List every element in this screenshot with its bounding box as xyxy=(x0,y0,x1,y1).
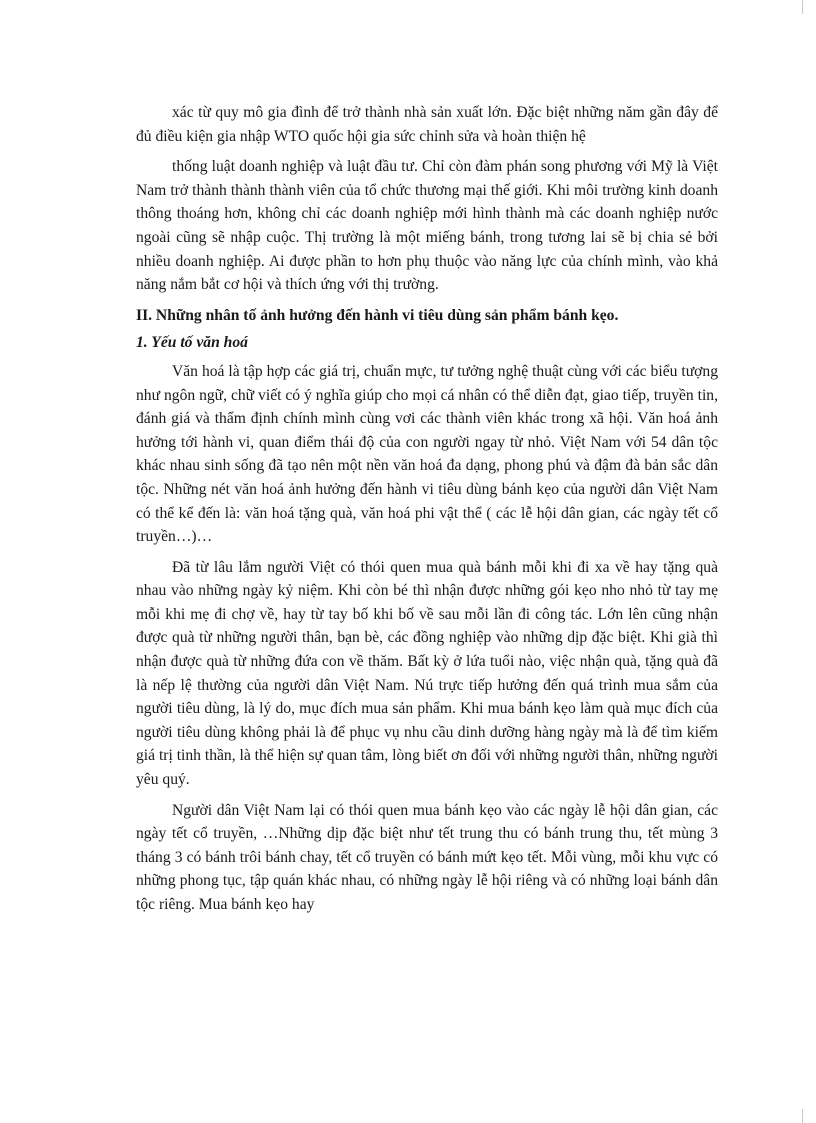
paragraph-culture-definition: Văn hoá là tập hợp các giá trị, chuẩn mực, tư tưởng nghệ thuật cùng với các biểu tượng như ngôn ngữ, chữ viết có ý nghĩa giúp cho mọi cá nhân có thể diễn đạt, giao tiếp, truyền tin, đánh giá và thẩm định chính mình cùng vơi các thành viên khác trong xã hội. Văn hoá ảnh hưởng tới hành vi, quan điểm thái độ của con người ngay từ nhỏ. Việt Nam với 54 dân tộc khác nhau sinh sống đã tạo nên một nền văn hoá đa dạng, phong phú và đậm đà bản sắc dân tộc. Những nét văn hoá ảnh hưởng đến hành vi tiêu dùng bánh kẹo của người dân Việt Nam có thể kể đến là: văn hoá tặng quà, văn hoá phi vật thể ( các lễ hội dân gian, các ngày tết cổ truyền…)… xyxy=(136,362,718,546)
page-crop-mark-top xyxy=(802,0,803,14)
paragraph-continuation-2: thống luật doanh nghiệp và luật đầu tư. Chỉ còn đàm phán song phương với Mỹ là Việt Nam trở thành thành thành viên của tổ chức thương mại thế giới. Khi môi trường kinh doanh thông thoáng hơn, không chỉ các doanh nghiệp mới hình thành mà các doanh nghiệp nước ngoài cũng sẽ nhập cuộc. Thị trường là một miếng bánh, trong tương lai sẽ bị chia sẻ bởi nhiều doanh nghiệp. Ai được phần to hơn phụ thuộc vào năng lực của chính mình, vào khả năng nắm bắt cơ hội và thích ứng với thị trường. xyxy=(136,158,718,294)
subsection-heading: 1. Yếu tố văn hoá xyxy=(136,334,248,352)
paragraph-gift-culture: Đã từ lâu lắm người Việt có thói quen mua quà bánh mỗi khi đi xa về hay tặng quà nhau vào những ngày kỷ niệm. Khi còn bé thì nhận được những gói kẹo nho nhỏ từ tay mẹ mỗi khi mẹ đi chợ về, hay từ tay bố khi bố về sau mỗi lần đi công tác. Lớn lên cũng nhận được quà từ những người thân, bạn bè, các đồng nghiệp vào những dịp đặc biệt. Khi già thì nhận được quà từ những đứa con về thăm. Bất kỳ ở lứa tuổi nào, việc nhận quà, tặng quà đã là nếp lệ thường của người dân Việt Nam. Nú trực tiếp hưởng đến quá trình mua sắm của người tiêu dùng, là lý do, mục đích mua sản phẩm. Khi mua bánh kẹo làm quà mục đích của người tiêu dùng không phải là để phục vụ nhu cầu dinh dưỡng hàng ngày mà là để tìm kiếm giá trị tinh thần, là thể hiện sự quan tâm, lòng biết ơn đối với những người thân, những người yêu quý. xyxy=(136,558,718,789)
paragraph-continuation-1: xác từ quy mô gia đình để trở thành nhà sản xuất lớn. Đặc biệt những năm gần đây để đủ điều kiện gia nhập WTO quốc hội gia sức chỉnh sửa và hoàn thiện hệ xyxy=(136,104,718,145)
page-crop-mark-bottom xyxy=(802,1109,803,1123)
document-page xyxy=(136,101,718,924)
paragraph-festival-culture: Người dân Việt Nam lại có thói quen mua bánh kẹo vào các ngày lễ hội dân gian, các ngày tết cổ truyền, …Những dịp đặc biệt như tết trung thu có bánh trung thu, tết mùng 3 tháng 3 có bánh trôi bánh chay, tết cổ truyền có bánh mứt kẹo tết. Mỗi vùng, mỗi khu vực có những phong tục, tập quán khác nhau, có những ngày lễ hội riêng và có những loại bánh dân tộc riêng. Mua bánh kẹo hay xyxy=(136,801,718,913)
section-heading: II. Những nhân tố ảnh hưởng đến hành vi tiêu dùng sản phẩm bánh kẹo. xyxy=(136,306,619,324)
